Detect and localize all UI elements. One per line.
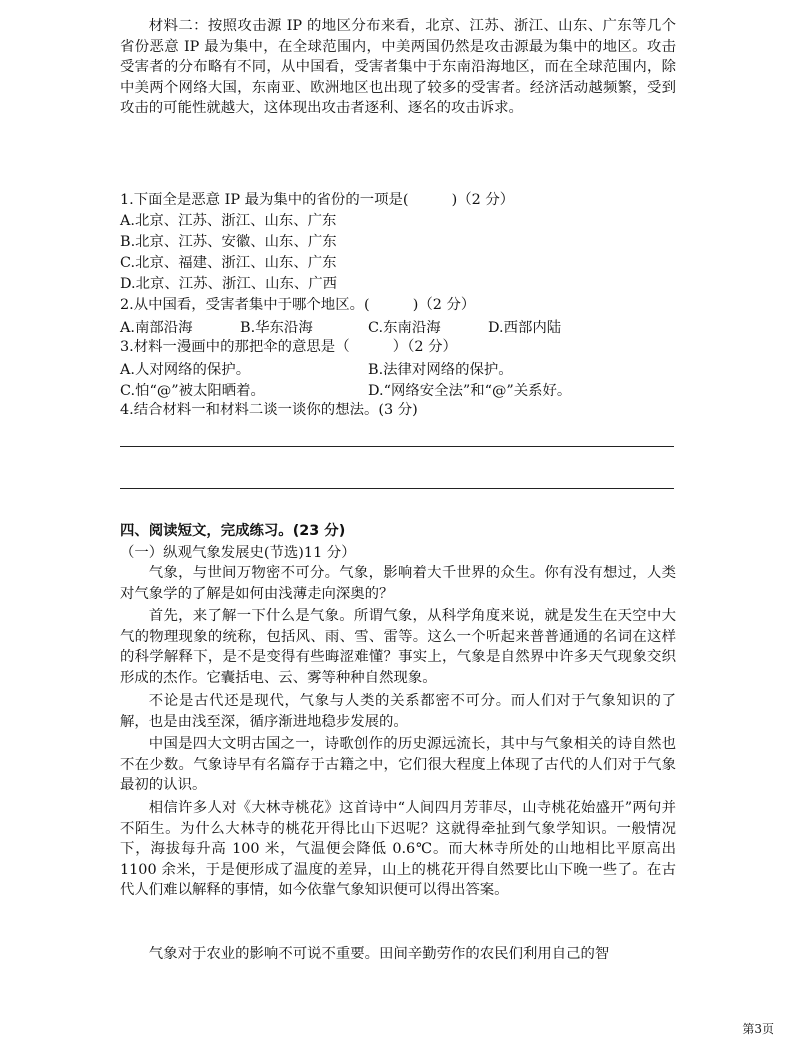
question-3-option-c: C.怕“@”被太阳晒着。 <box>120 383 265 399</box>
article-paragraph: 相信许多人对《大林寺桃花》这首诗中“人间四月芳菲尽，山寺桃花始盛开”两句并不陌生。为什么大林寺的桃花开得比山下迟呢？这就得牵扯到气象学知识。一般情况下，海拔每升高 100 米，气温便会降低 0.6℃。而大林寺所处的山地相比平原高出 1100 余米，于是便形成了温度的差异，山上的桃花开得自然要比山下晚一些了。在古代人们难以解释的事情，如今依靠气象知识便可以得出答案。 <box>120 800 676 899</box>
question-2-options <box>120 316 676 336</box>
answer-line-1[interactable] <box>120 446 674 447</box>
question-3-option-a: A.人对网络的保护。 <box>120 362 251 378</box>
page-number: 第3页 <box>742 1022 774 1036</box>
question-3-options-row-2 <box>120 379 676 399</box>
question-1-option-c: C.北京、福建、浙江、山东、广东 <box>120 255 337 271</box>
question-2-option-c: C.东南沿海 <box>368 320 441 336</box>
question-1-stem: 1.下面全是恶意 IP 最为集中的省份的一项是( )（2 分） <box>120 192 515 208</box>
question-4-stem: 4.结合材料一和材料二谈一谈你的想法。(3 分) <box>120 402 418 418</box>
article-paragraph: 气象对于农业的影响不可说不重要。田间辛勤劳作的农民们利用自己的智 <box>148 946 610 962</box>
question-2-option-d: D.西部内陆 <box>488 320 562 336</box>
question-3-option-d: D.“网络安全法”和“@”关系好。 <box>368 383 572 399</box>
section-4-subheading: （一）纵观气象发展史(节选)11 分） <box>120 545 356 561</box>
question-1-option-a: A.北京、江苏、浙江、山东、广东 <box>120 213 337 229</box>
question-3-stem: 3.材料一漫画中的那把伞的意思是（ ）（2 分） <box>120 339 457 355</box>
answer-line-2[interactable] <box>120 488 674 489</box>
question-3-options-row-1 <box>120 358 676 378</box>
question-1-option-d: D.北京、江苏、浙江、山东、广西 <box>120 276 338 292</box>
article-paragraph: 中国是四大文明古国之一，诗歌创作的历史源远流长，其中与气象相关的诗自然也不在少数。气象诗早有名篇存于古籍之中，它们很大程度上体现了古代的人们对于气象最初的认识。 <box>120 736 676 794</box>
question-3-option-b: B.法律对网络的保护。 <box>368 362 513 378</box>
question-2-option-a: A.南部沿海 <box>120 320 193 336</box>
question-1-option-b: B.北京、江苏、安徽、山东、广东 <box>120 234 337 250</box>
article-paragraph: 气象，与世间万物密不可分。气象，影响着大千世界的众生。你有没有想过，人类对气象学的了解是如何由浅薄走向深奥的？ <box>120 565 676 602</box>
question-2-stem: 2.从中国看，受害者集中于哪个地区。( )（2 分） <box>120 297 476 313</box>
question-2-option-b: B.华东沿海 <box>240 320 313 336</box>
material-2-paragraph: 材料二：按照攻击源 IP 的地区分布来看，北京、江苏、浙江、山东、广东等几个省份恶意 IP 最为集中，在全球范围内，中美两国仍然是攻击源最为集中的地区。攻击受害者的分布略有不同，从中国看，受害者集中于东南沿海地区，而在全球范围内，除中美两个网络大国，东南亚、欧洲地区也出现了较多的受害者。经济活动越频繁，受到攻击的可能性就越大，这体现出攻击者逐利、逐名的攻击诉求。 <box>120 18 676 117</box>
section-4-heading: 四、阅读短文，完成练习。(23 分) <box>120 523 346 539</box>
article-paragraph: 首先，来了解一下什么是气象。所谓气象，从科学角度来说，就是发生在天空中大气的物理现象的统称，包括风、雨、雪、雷等。这么一个听起来普普通通的名词在这样的科学解释下，是不是变得有些晦涩难懂？事实上，气象是自然界中许多天气现象交织形成的杰作。它囊括电、云、雾等种种自然现象。 <box>120 608 676 686</box>
article-paragraph: 不论是古代还是现代，气象与人类的关系都密不可分。而人们对于气象知识的了解，也是由浅至深，循序渐进地稳步发展的。 <box>120 693 676 730</box>
